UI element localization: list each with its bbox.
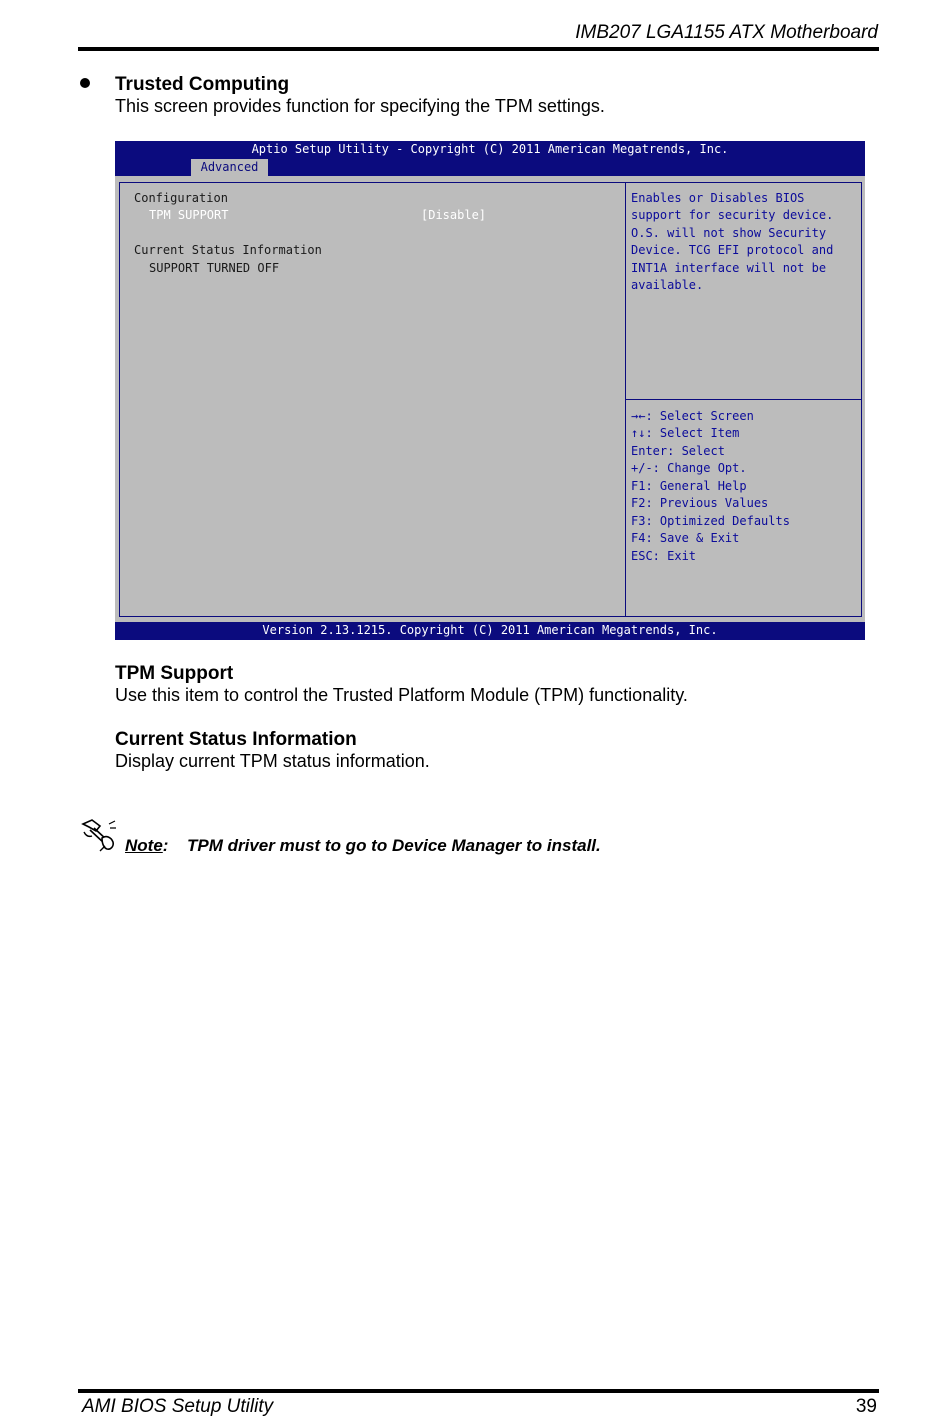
bios-help-line: available. — [631, 278, 704, 292]
note-label — [125, 836, 168, 856]
bios-title-bar — [115, 141, 865, 176]
footer-rule — [78, 1389, 879, 1393]
bios-help-line: O.S. will not show Security — [631, 226, 827, 240]
section-description: This screen provides function for specifying the TPM settings. — [115, 96, 605, 116]
bios-key-line: ESC: Exit — [631, 549, 697, 563]
note-separator: : — [162, 836, 169, 855]
bios-help-line: INT1A interface will not be — [631, 261, 827, 275]
bios-key-line: ↑↓: Select Item — [631, 426, 740, 440]
bios-key-line: F1: General Help — [631, 479, 747, 493]
bios-help-line: Device. TCG EFI protocol and — [631, 243, 834, 257]
bios-horizontal-divider — [625, 399, 861, 400]
bios-screenshot — [115, 141, 865, 640]
bios-configuration-heading: Configuration — [134, 191, 228, 205]
bios-key-line: F2: Previous Values — [631, 496, 769, 510]
bios-title-text: Aptio Setup Utility - Copyright (C) 2011 American Megatrends, Inc. — [251, 142, 729, 156]
bios-tpm-support-value[interactable]: [Disable] — [421, 208, 487, 222]
note-text: TPM driver must to go to Device Manager to install. — [187, 836, 601, 855]
bios-key-line: F3: Optimized Defaults — [631, 514, 790, 528]
bios-help-line: Enables or Disables BIOS — [631, 191, 805, 205]
bios-key-line: Enter: Select — [631, 444, 725, 458]
bios-version-bar — [115, 622, 865, 640]
pen-hand-icon — [80, 818, 118, 852]
tpm-support-description: Use this item to control the Trusted Platform Module (TPM) functionality. — [115, 685, 688, 705]
bios-status-heading: Current Status Information — [134, 243, 322, 257]
footer-title: AMI BIOS Setup Utility — [82, 1396, 274, 1417]
bios-key-line: →←: Select Screen — [631, 409, 754, 423]
status-info-description: Display current TPM status information. — [115, 751, 430, 771]
bios-key-line: +/-: Change Opt. — [631, 461, 747, 475]
bios-tpm-support-item[interactable]: TPM SUPPORT — [149, 208, 229, 222]
bullet-dot-icon — [80, 78, 90, 88]
status-info-heading: Current Status Information — [115, 729, 357, 750]
page-header-title: IMB207 LGA1155 ATX Motherboard — [575, 22, 878, 43]
bios-main-panel — [119, 182, 862, 617]
tab-advanced[interactable]: Advanced — [191, 159, 268, 176]
bios-version-text: Version 2.13.1215. Copyright (C) 2011 American Megatrends, Inc. — [262, 623, 718, 637]
bios-key-line: F4: Save & Exit — [631, 531, 740, 545]
bios-help-line: support for security device. — [631, 208, 834, 222]
bios-status-value: SUPPORT TURNED OFF — [149, 261, 280, 275]
header-rule — [78, 47, 879, 51]
page-number: 39 — [855, 1396, 877, 1417]
section-heading: Trusted Computing — [115, 74, 290, 95]
tpm-support-heading: TPM Support — [115, 663, 234, 684]
note-label-word: Note — [125, 836, 163, 855]
